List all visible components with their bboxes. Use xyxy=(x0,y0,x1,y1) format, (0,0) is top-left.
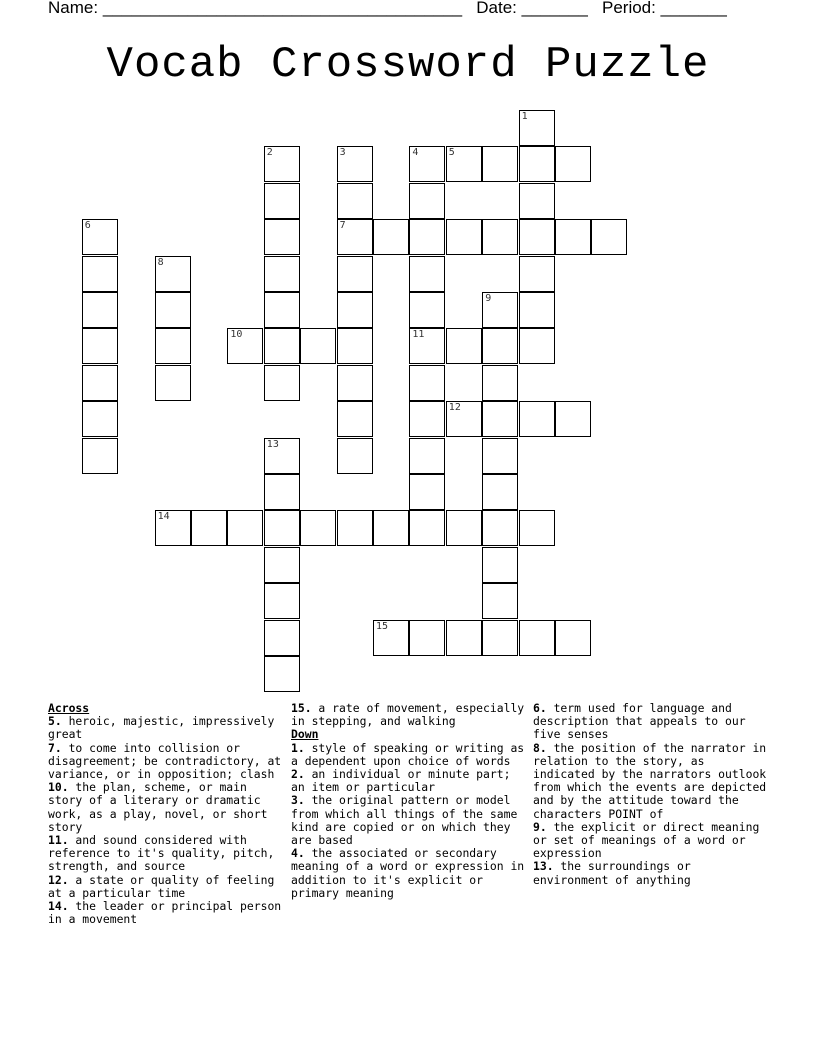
student-info-header xyxy=(48,0,727,18)
grid-cell[interactable] xyxy=(300,328,336,364)
grid-cell[interactable] xyxy=(519,110,555,146)
grid-cell[interactable] xyxy=(555,401,591,437)
grid-cell[interactable] xyxy=(409,474,445,510)
grid-cell[interactable] xyxy=(264,219,300,255)
grid-cell[interactable] xyxy=(409,146,445,182)
grid-cell[interactable] xyxy=(227,510,263,546)
cell-number: 8 xyxy=(157,256,164,268)
grid-cell[interactable] xyxy=(82,438,118,474)
grid-cell[interactable] xyxy=(264,438,300,474)
grid-cell[interactable] xyxy=(337,401,373,437)
grid-cell[interactable] xyxy=(337,292,373,328)
grid-cell[interactable] xyxy=(264,547,300,583)
grid-cell[interactable] xyxy=(482,583,518,619)
grid-cell[interactable] xyxy=(337,219,373,255)
grid-cell[interactable] xyxy=(555,620,591,656)
date-label: Date: xyxy=(476,0,517,17)
grid-cell[interactable] xyxy=(482,438,518,474)
date-line[interactable]: _______ xyxy=(521,0,588,17)
grid-cell[interactable] xyxy=(227,328,263,364)
grid-cell[interactable] xyxy=(264,510,300,546)
clues-column-1 xyxy=(48,702,286,926)
grid-cell[interactable] xyxy=(519,256,555,292)
cell-number: 4 xyxy=(412,147,419,159)
grid-cell[interactable] xyxy=(482,328,518,364)
cell-number: 10 xyxy=(230,329,243,341)
grid-cell[interactable] xyxy=(337,183,373,219)
grid-cell[interactable] xyxy=(482,146,518,182)
cell-number: 7 xyxy=(339,220,346,232)
grid-cell[interactable] xyxy=(264,183,300,219)
grid-cell[interactable] xyxy=(82,365,118,401)
clues-column-3 xyxy=(533,702,771,887)
grid-cell[interactable] xyxy=(409,183,445,219)
grid-cell[interactable] xyxy=(519,219,555,255)
grid-cell[interactable] xyxy=(337,256,373,292)
grid-cell[interactable] xyxy=(519,401,555,437)
grid-cell[interactable] xyxy=(446,328,482,364)
grid-cell[interactable] xyxy=(555,146,591,182)
grid-cell[interactable] xyxy=(264,620,300,656)
grid-cell[interactable] xyxy=(264,365,300,401)
name-line[interactable]: ______________________________________ xyxy=(102,0,463,17)
cell-number: 3 xyxy=(339,147,346,159)
grid-cell[interactable] xyxy=(482,401,518,437)
grid-cell[interactable] xyxy=(155,328,191,364)
grid-cell[interactable] xyxy=(82,401,118,437)
grid-cell[interactable] xyxy=(264,256,300,292)
grid-cell[interactable] xyxy=(482,474,518,510)
grid-cell[interactable] xyxy=(155,365,191,401)
grid-cell[interactable] xyxy=(482,365,518,401)
grid-cell[interactable] xyxy=(82,219,118,255)
clue-across-15: 15. a rate of movement, especially in stepping, and walking xyxy=(291,701,525,729)
clue-down-1: 1. style of speaking or writing as a dependent upon choice of words xyxy=(291,740,525,768)
grid-cell[interactable] xyxy=(82,292,118,328)
grid-cell[interactable] xyxy=(409,620,445,656)
clue-across-7: 7. to come into collision or disagreement; be contradictory, at variance, or in opposition; clash xyxy=(48,740,282,782)
grid-cell[interactable] xyxy=(519,620,555,656)
grid-cell[interactable] xyxy=(409,328,445,364)
clue-across-14: 14. the leader or principal person in a movement xyxy=(48,899,282,927)
grid-cell[interactable] xyxy=(446,510,482,546)
grid-cell[interactable] xyxy=(373,620,409,656)
grid-cell[interactable] xyxy=(409,219,445,255)
grid-cell[interactable] xyxy=(409,438,445,474)
clue-across-12: 12. a state or quality of feeling at a particular time xyxy=(48,872,275,900)
across-heading: Across xyxy=(48,701,90,715)
grid-cell[interactable] xyxy=(482,510,518,546)
grid-cell[interactable] xyxy=(373,219,409,255)
clue-across-5: 5. heroic, majestic, impressively great xyxy=(48,714,275,742)
clue-down-3: 3. the original pattern or model from which all things of the same kind are copied or on which they are based xyxy=(291,793,518,848)
clue-down-13: 13. the surroundings or environment of anything xyxy=(533,859,691,887)
grid-cell[interactable] xyxy=(409,365,445,401)
grid-cell[interactable] xyxy=(482,292,518,328)
clue-down-9: 9. the explicit or direct meaning or set of meanings of a word or expression xyxy=(533,819,760,861)
grid-cell[interactable] xyxy=(446,620,482,656)
grid-cell[interactable] xyxy=(300,510,336,546)
grid-cell[interactable] xyxy=(337,510,373,546)
grid-cell[interactable] xyxy=(155,256,191,292)
page-title: Vocab Crossword Puzzle xyxy=(106,40,710,90)
grid-cell[interactable] xyxy=(446,401,482,437)
clue-across-10: 10. the plan, scheme, or main story of a literary or dramatic work, as a play, novel, or short story xyxy=(48,780,268,834)
grid-cell[interactable] xyxy=(264,328,300,364)
cell-number: 2 xyxy=(266,147,273,159)
cell-number: 9 xyxy=(485,293,492,304)
grid-cell[interactable] xyxy=(555,219,591,255)
cell-number: 1 xyxy=(521,111,528,122)
grid-cell[interactable] xyxy=(409,292,445,328)
grid-cell[interactable] xyxy=(519,146,555,182)
grid-cell[interactable] xyxy=(264,656,300,692)
clues-column-2 xyxy=(291,702,529,900)
cell-number: 15 xyxy=(376,620,389,632)
grid-cell[interactable] xyxy=(155,510,191,546)
grid-cell[interactable] xyxy=(264,583,300,619)
cell-number: 5 xyxy=(448,147,455,159)
grid-cell[interactable] xyxy=(337,328,373,364)
grid-cell[interactable] xyxy=(264,292,300,328)
grid-cell[interactable] xyxy=(409,401,445,437)
cell-number: 13 xyxy=(266,438,279,450)
grid-cell[interactable] xyxy=(264,474,300,510)
cell-number: 14 xyxy=(157,511,170,523)
grid-cell[interactable] xyxy=(591,219,627,255)
grid-cell[interactable] xyxy=(519,292,555,328)
grid-cell[interactable] xyxy=(82,256,118,292)
clue-down-4: 4. the associated or secondary meaning of a word or expression in addition to it's explicit or primary meaning xyxy=(291,846,525,900)
clue-down-6: 6. term used for language and description that appeals to our five senses xyxy=(533,701,746,742)
period-label: Period: xyxy=(602,0,656,17)
grid-cell[interactable] xyxy=(482,547,518,583)
name-label: Name: xyxy=(48,0,99,17)
grid-cell[interactable] xyxy=(191,510,227,546)
grid-cell[interactable] xyxy=(519,183,555,219)
grid-cell[interactable] xyxy=(446,146,482,182)
grid-cell[interactable] xyxy=(409,256,445,292)
grid-cell[interactable] xyxy=(373,510,409,546)
grid-cell[interactable] xyxy=(446,219,482,255)
cell-number: 11 xyxy=(412,329,425,341)
grid-cell[interactable] xyxy=(337,365,373,401)
period-line[interactable]: _______ xyxy=(660,0,727,17)
cell-number: 12 xyxy=(448,402,461,414)
grid-cell[interactable] xyxy=(264,146,300,182)
cell-number: 6 xyxy=(84,220,91,232)
grid-cell[interactable] xyxy=(482,219,518,255)
clue-down-2: 2. an individual or minute part; an item or particular xyxy=(291,767,511,795)
grid-cell[interactable] xyxy=(82,328,118,364)
clue-across-11: 11. and sound considered with reference to it's quality, pitch, strength, and source xyxy=(48,833,275,874)
clue-down-8: 8. the position of the narrator in relation to the story, as indicated by the narrators outlook from which the events are depicted and by the attitude toward the characters POINT of xyxy=(533,740,767,821)
grid-cell[interactable] xyxy=(337,146,373,182)
grid-cell[interactable] xyxy=(337,438,373,474)
grid-cell[interactable] xyxy=(519,510,555,546)
grid-cell[interactable] xyxy=(409,510,445,546)
grid-cell[interactable] xyxy=(519,328,555,364)
grid-cell[interactable] xyxy=(482,620,518,656)
down-heading: Down xyxy=(291,727,319,742)
grid-cell[interactable] xyxy=(155,292,191,328)
